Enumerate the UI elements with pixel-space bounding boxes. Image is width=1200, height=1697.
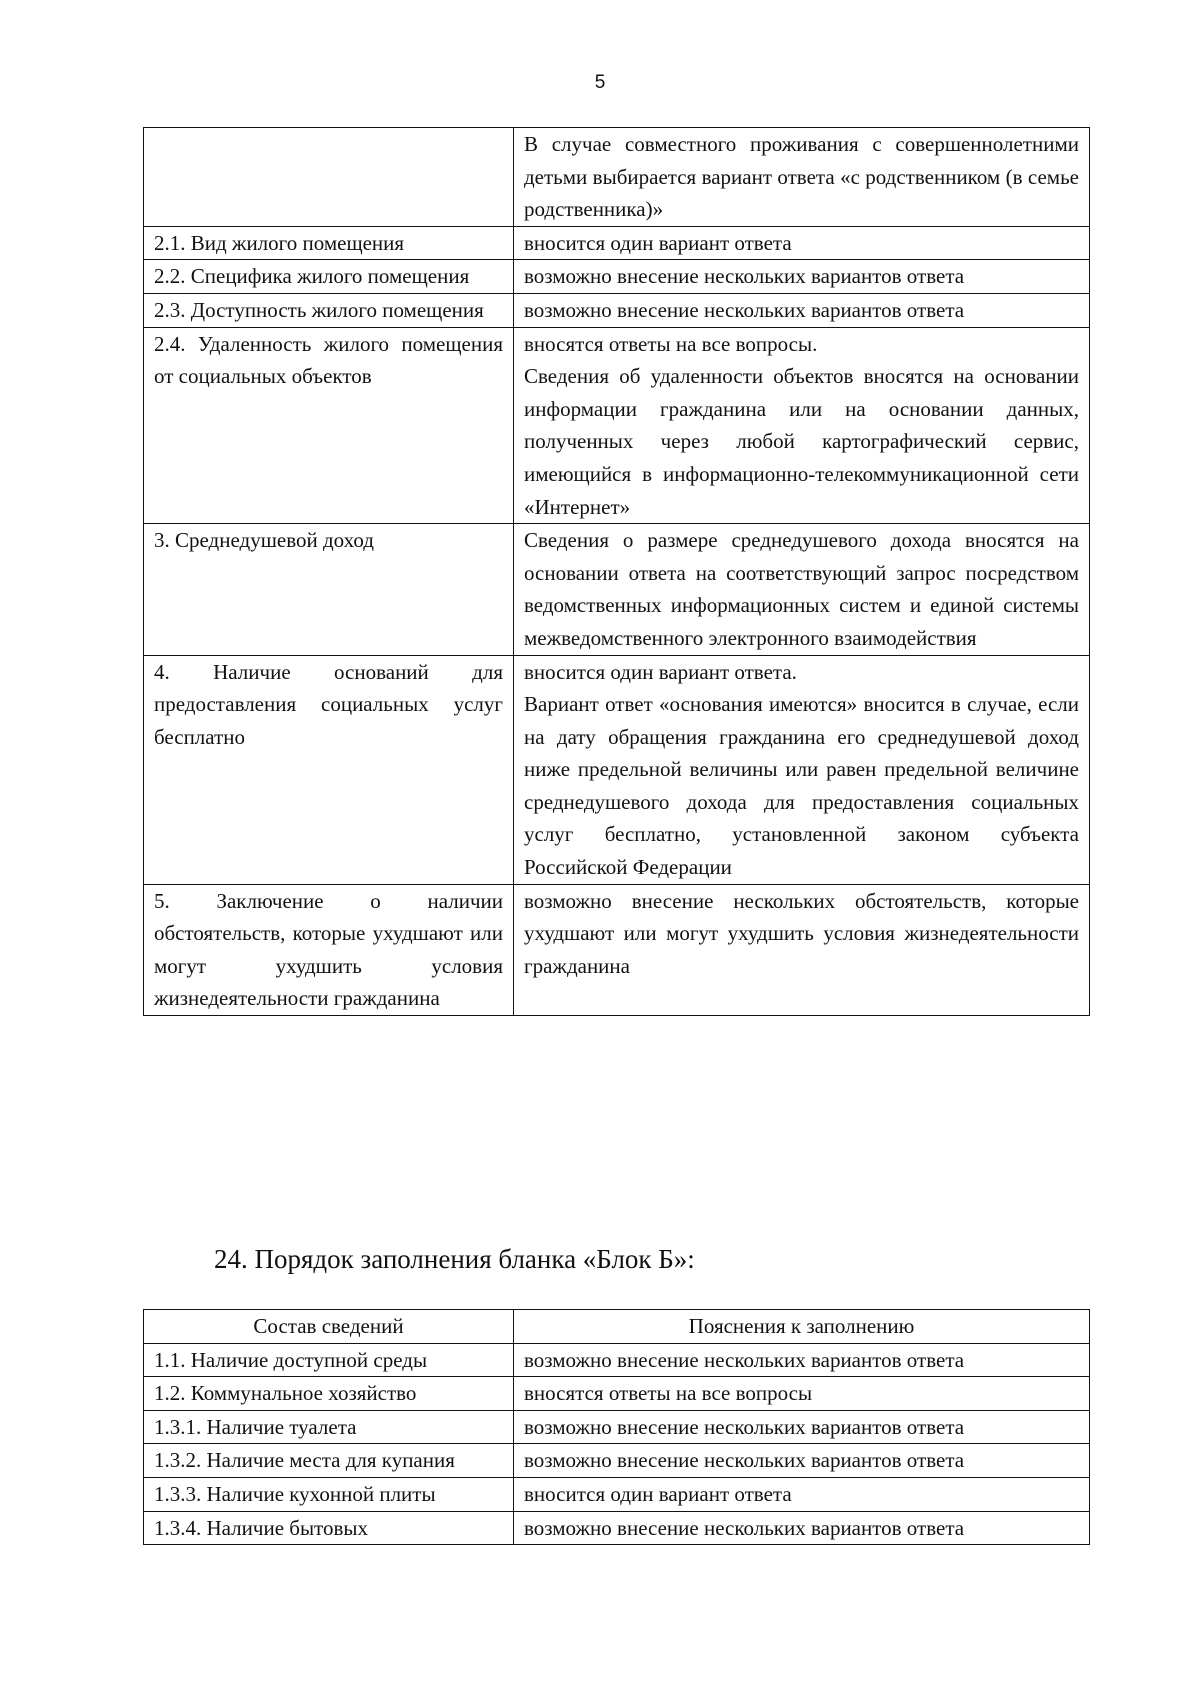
table-row (144, 1511, 1090, 1545)
cell-paragraph: Сведения об удаленности объектов вносятся на основании информации гражданина или на основании данных, полученных через любой картографический сервис, имеющийся в информационно-телекоммуникационной сети «Интернет» (524, 364, 1079, 519)
table-cell-item: 1.3.4. Наличие бытовых (144, 1511, 514, 1545)
table-cell-item: 1.2. Коммунальное хозяйство (144, 1377, 514, 1411)
table-row (144, 884, 1090, 1015)
table-cell-explanation: вносятся ответы на все вопросы (514, 1377, 1090, 1411)
table-cell-explanation (514, 524, 1090, 655)
table-cell-item: 2.3. Доступность жилого помещения (144, 293, 514, 327)
table-row (144, 1343, 1090, 1377)
table-row (144, 1377, 1090, 1411)
page-number: 5 (594, 72, 606, 93)
table-block-a-continuation (143, 127, 1090, 1016)
table-row (144, 1410, 1090, 1444)
cell-paragraph: Вариант ответ «основания имеются» вносится в случае, если на дату обращения гражданина его среднедушевой доход ниже предельной величины или равен предельной величине среднедушевого дохода для предоставления социальных услуг бесплатно, установленной законом субъекта Российской Федерации (524, 692, 1079, 880)
table-row (144, 1444, 1090, 1478)
cell-paragraph: возможно внесение нескольких вариантов ответа (524, 297, 965, 322)
column-header-explanation: Пояснения к заполнению (514, 1310, 1090, 1344)
table-cell-item (144, 128, 514, 227)
table-cell-explanation (514, 293, 1090, 327)
table-cell-item: 2.4. Удаленность жилого помещения от социальных объектов (144, 327, 514, 524)
table-cell-explanation: возможно внесение нескольких вариантов ответа (514, 1444, 1090, 1478)
table-row (144, 655, 1090, 884)
table-header-row (144, 1310, 1090, 1344)
section-heading: 24. Порядок заполнения бланка «Блок Б»: (214, 1244, 695, 1274)
table-cell-explanation (514, 226, 1090, 260)
table-cell-explanation (514, 884, 1090, 1015)
cell-paragraph: вносится один вариант ответа. (524, 659, 797, 684)
table-row (144, 327, 1090, 524)
table-cell-explanation: возможно внесение нескольких вариантов ответа (514, 1343, 1090, 1377)
table-row (144, 1477, 1090, 1511)
table-cell-explanation: вносится один вариант ответа (514, 1477, 1090, 1511)
cell-paragraph: Сведения о размере среднедушевого дохода вносятся на основании ответа на соответствующий запрос посредством ведомственных информационных систем и единой системы межведомственного электронного взаимодействия (524, 528, 1079, 650)
cell-paragraph: вносятся ответы на все вопросы. (524, 331, 818, 356)
table-cell-item: 5. Заключение о наличии обстоятельств, которые ухудшают или могут ухудшить условия жизнедеятельности гражданина (144, 884, 514, 1015)
table-cell-item: 1.3.3. Наличие кухонной плиты (144, 1477, 514, 1511)
table-block-b (143, 1309, 1090, 1545)
column-header-composition: Состав сведений (144, 1310, 514, 1344)
table-cell-explanation: возможно внесение нескольких вариантов ответа (514, 1410, 1090, 1444)
table-row (144, 293, 1090, 327)
table-cell-item: 1.3.1. Наличие туалета (144, 1410, 514, 1444)
table-cell-item: 3. Среднедушевой доход (144, 524, 514, 655)
table-cell-item: 4. Наличие оснований для предоставления социальных услуг бесплатно (144, 655, 514, 884)
cell-paragraph: вносится один вариант ответа (524, 230, 792, 255)
table-cell-explanation (514, 655, 1090, 884)
table-cell-explanation (514, 327, 1090, 524)
table-row (144, 524, 1090, 655)
table-row (144, 128, 1090, 227)
table-cell-item: 1.1. Наличие доступной среды (144, 1343, 514, 1377)
table-cell-item: 1.3.2. Наличие места для купания (144, 1444, 514, 1478)
table-row (144, 260, 1090, 294)
table-cell-explanation (514, 128, 1090, 227)
cell-paragraph: возможно внесение нескольких вариантов ответа (524, 264, 965, 289)
cell-paragraph: возможно внесение нескольких обстоятельств, которые ухудшают или могут ухудшить условия жизнедеятельности гражданина (524, 888, 1079, 978)
table-cell-item: 2.2. Специфика жилого помещения (144, 260, 514, 294)
table-cell-explanation (514, 260, 1090, 294)
table-row (144, 226, 1090, 260)
cell-paragraph: В случае совместного проживания с совершеннолетними детьми выбирается вариант ответа «с родственником (в семье родственника)» (524, 132, 1079, 222)
table-cell-explanation: возможно внесение нескольких вариантов ответа (514, 1511, 1090, 1545)
table-cell-item: 2.1. Вид жилого помещения (144, 226, 514, 260)
